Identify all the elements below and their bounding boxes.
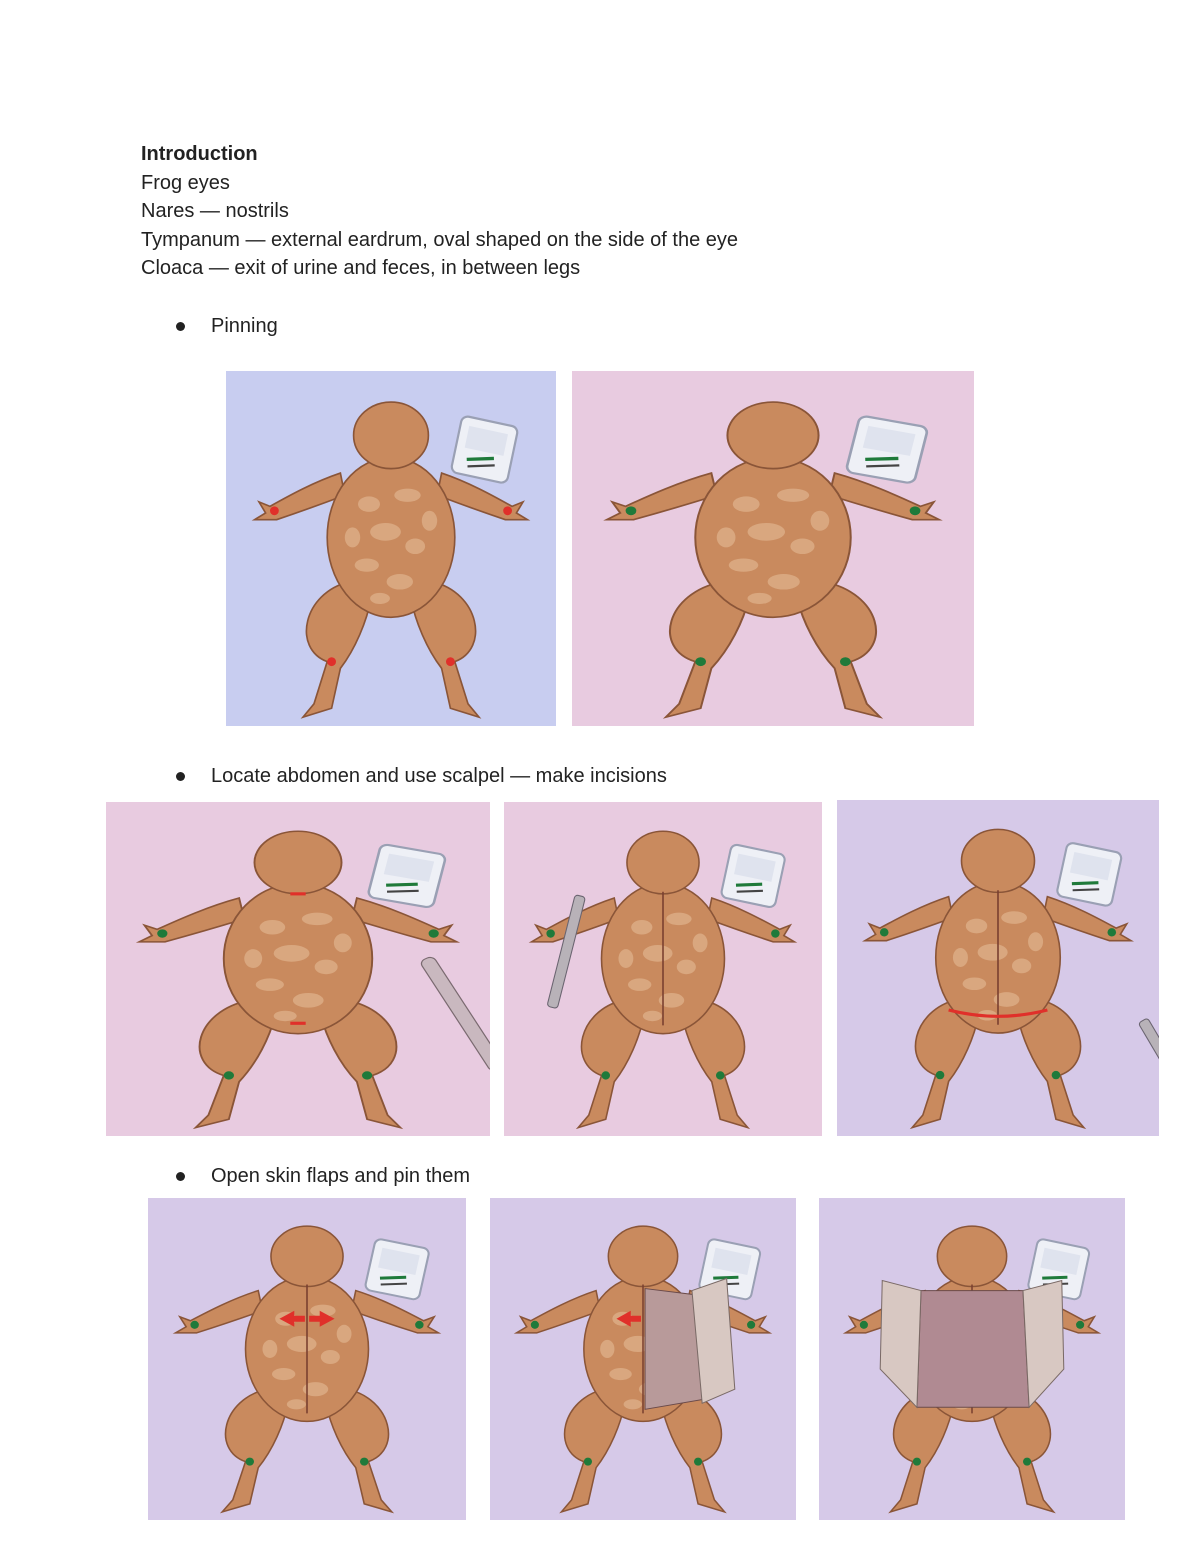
frog-illustration [148,1198,466,1520]
frog-illustration [490,1198,796,1520]
bullet-dot [176,772,185,781]
intro-line-eyes: Frog eyes [141,171,230,194]
bullet-label-incisions: Locate abdomen and use scalpel — make incisions [211,765,667,787]
photo-incision-3 [837,800,1159,1136]
photo-incision-2 [504,802,822,1136]
frog-illustration [106,802,490,1136]
photo-incision-1 [106,802,490,1136]
bullet-incisions [176,762,667,790]
bullet-label-pinning: Pinning [211,315,278,337]
bullet-dot [176,322,185,331]
frog-illustration [504,802,822,1136]
intro-line-tympanum: Tympanum — external eardrum, oval shaped on the side of the eye [141,228,739,251]
frog-illustration [572,371,974,726]
frog-illustration [819,1198,1125,1520]
intro-heading: Introduction [141,143,258,165]
bullet-skin-flaps [176,1162,470,1190]
bullet-label-skin-flaps: Open skin flaps and pin them [211,1165,471,1187]
bullet-pinning [176,312,278,340]
frog-illustration [226,371,556,726]
photo-flaps-3 [819,1198,1125,1520]
photo-flaps-2 [490,1198,796,1520]
bullet-dot [176,1172,185,1181]
frog-illustration [837,800,1159,1136]
intro-line-nares: Nares — nostrils [141,200,289,222]
photo-pinning-2 [572,371,974,726]
intro-block [141,140,738,283]
intro-line-cloaca: Cloaca — exit of urine and feces, in between legs [141,257,581,279]
photo-pinning-1 [226,371,556,726]
photo-flaps-1 [148,1198,466,1520]
